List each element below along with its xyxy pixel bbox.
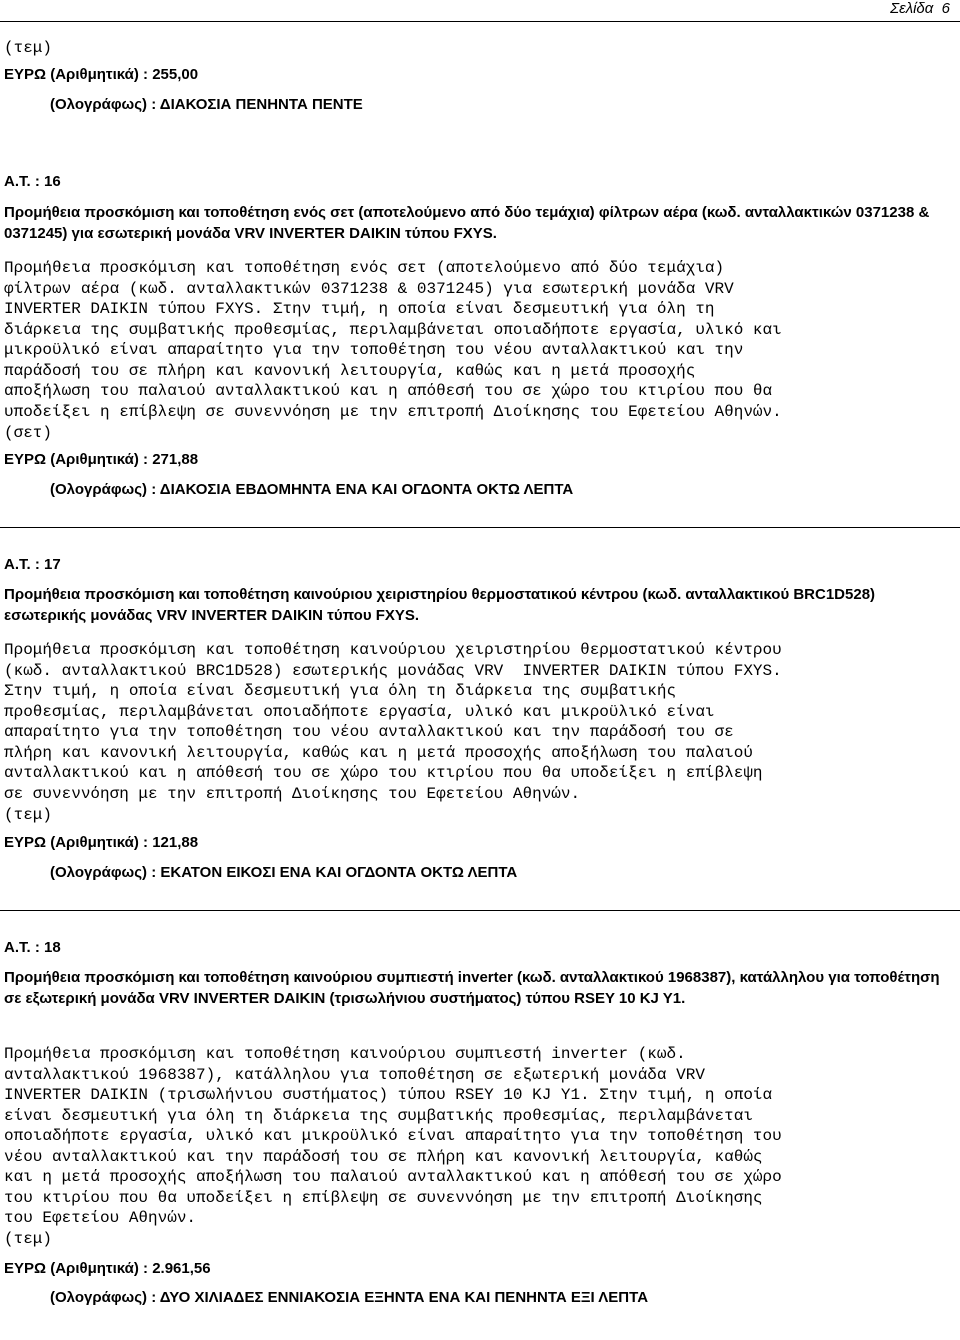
item-17-euro-numeric: ΕΥΡΩ (Αριθμητικά) : 121,88 (4, 834, 199, 851)
intro-euro-numeric: ΕΥΡΩ (Αριθμητικά) : 255,00 (4, 66, 199, 83)
item-16-title: Προμήθεια προσκόμιση και τοποθέτηση ενός σετ (αποτελούμενο από δύο τεμάχια) φίλτρων αέρα (κωδ. ανταλλακτικών 0371238 & 0371245) για εσωτερική μονάδα VRV INVERTER DAIKIN τύπου FXYS. (4, 204, 930, 242)
item-16-unit: (σετ) (4, 424, 53, 442)
item-17-unit: (τεμ) (4, 806, 53, 824)
item-16-description: Προμήθεια προσκόμιση και τοποθέτηση ενός σετ (αποτελούμενο από δύο τεμάχια) φίλτρων αέρα (κωδ. ανταλλακτικών 0371238 & 0371245) για εσωτερική μονάδα VRV INVERTER DAIKIN τύπου FXYS. Στην τιμή, η οποία είναι δεσμευτική για όλη τη διάρκεια της συμβατικής προθεσμίας, περιλαμβάνεται οποιαδήποτε εργασία, υλικό και μικροϋλικό είναι απαραίτητο για την τοποθέτηση του νέου ανταλλακτικού και την παράδοσή του σε πλήρη και κανονική λειτουργία, καθώς και η μετά προσοχής αποξήλωση του παλαιού ανταλλακτικού και η απόθεσή του σε χώρο του κτιρίου που θα υποδείξει η επίβλεψη σε συνεννόηση με την επιτροπή Διοίκησης του Εφετείου Αθηνών. (4, 259, 782, 421)
item-divider (0, 527, 960, 528)
intro-unit: (τεμ) (4, 39, 53, 57)
item-17-title: Προμήθεια προσκόμιση και τοποθέτηση καινούριου χειριστηρίου θερμοστατικού κέντρου (κωδ. ανταλλακτικού BRC1D528) εσωτερικής μονάδας VRV INVERTER DAIKIN τύπου FXYS. (4, 586, 876, 624)
intro-euro-words: (Ολογράφως) : ΔΙΑΚΟΣΙΑ ΠΕΝΗΝΤΑ ΠΕΝΤΕ (50, 96, 363, 113)
item-18-euro-words: (Ολογράφως) : ΔΥΟ ΧΙΛΙΑΔΕΣ ΕΝΝΙΑΚΟΣΙΑ ΕΞΗΝΤΑ ΕΝΑ ΚΑΙ ΠΕΝΗΝΤΑ ΕΞΙ ΛΕΠΤΑ (50, 1289, 649, 1306)
item-18-title: Προμήθεια προσκόμιση και τοποθέτηση καινούριου συμπιεστή inverter (κωδ. ανταλλακτικού 1968387), κατάλληλου για τοποθέτηση σε εξωτερική μονάδα VRV INVERTER DAIKIN (τρισωλήνιου συστήματος) τύπου RSEY 10 KJ Y1. (4, 969, 940, 1007)
page-header (0, 0, 960, 24)
item-17-description: Προμήθεια προσκόμιση και τοποθέτηση καινούριου χειριστηρίου θερμοστατικού κέντρου (κωδ. ανταλλακτικού BRC1D528) εσωτερικής μονάδας VRV INVERTER DAIKIN τύπου FXYS. Στην τιμή, η οποία είναι δεσμευτική για όλη τη διάρκεια της συμβατικής προθεσμίας, περιλαμβάνεται οποιαδήποτε εργασία, υλικό και μικροϋλικό είναι απαραίτητο για την τοποθέτηση του νέου ανταλλακτικού και την παράδοσή του σε πλήρη και κανονική λειτουργία, καθώς και η μετά προσοχής αποξήλωση του παλαιού ανταλλακτικού και η απόθεσή του σε χώρο του κτιρίου που θα υποδείξει η επίβλεψη σε συνεννόηση με την επιτροπή Διοίκησης του Εφετείου Αθηνών. (4, 641, 782, 803)
item-divider (0, 910, 960, 911)
item-18-description: Προμήθεια προσκόμιση και τοποθέτηση καινούριου συμπιεστή inverter (κωδ. ανταλλακτικού 1968387), κατάλληλου για τοποθέτηση σε εξωτερική μονάδα VRV INVERTER DAIKIN (τρισωλήνιου συστήματος) τύπου RSEY 10 KJ Y1. Στην τιμή, η οποία είναι δεσμευτική για όλη τη διάρκεια της συμβατικής προθεσμίας, περιλαμβάνεται οποιαδήποτε εργασία, υλικό και μικροϋλικό είναι απαραίτητο για την τοποθέτηση του νέου ανταλλακτικού και την παράδοσή του σε πλήρη και κανονική λειτουργία, καθώς και η μετά προσοχής αποξήλωση του παλαιού ανταλλακτικού και η απόθεσή του σε χώρο του κτιρίου που θα υποδείξει η επίβλεψη σε συνεννόηση με την επιτροπή Διοίκησης του Εφετείου Αθηνών. (4, 1045, 782, 1227)
item-18-euro-numeric: ΕΥΡΩ (Αριθμητικά) : 2.961,56 (4, 1260, 211, 1277)
page-number: Σελίδα 6 (890, 0, 950, 17)
item-16-euro-numeric: ΕΥΡΩ (Αριθμητικά) : 271,88 (4, 451, 199, 468)
item-17-euro-words: (Ολογράφως) : ΕΚΑΤΟΝ ΕΙΚΟΣΙ ΕΝΑ ΚΑΙ ΟΓΔΟΝΤΑ ΟΚΤΩ ΛΕΠΤΑ (50, 864, 518, 881)
header-rule (0, 21, 960, 22)
item-18-number: Α.Τ. : 18 (4, 939, 61, 956)
item-18-unit: (τεμ) (4, 1230, 53, 1248)
item-16-euro-words: (Ολογράφως) : ΔΙΑΚΟΣΙΑ ΕΒΔΟΜΗΝΤΑ ΕΝΑ ΚΑΙ ΟΓΔΟΝΤΑ ΟΚΤΩ ΛΕΠΤΑ (50, 481, 574, 498)
item-17-number: Α.Τ. : 17 (4, 556, 61, 573)
item-16-number: Α.Τ. : 16 (4, 173, 61, 190)
